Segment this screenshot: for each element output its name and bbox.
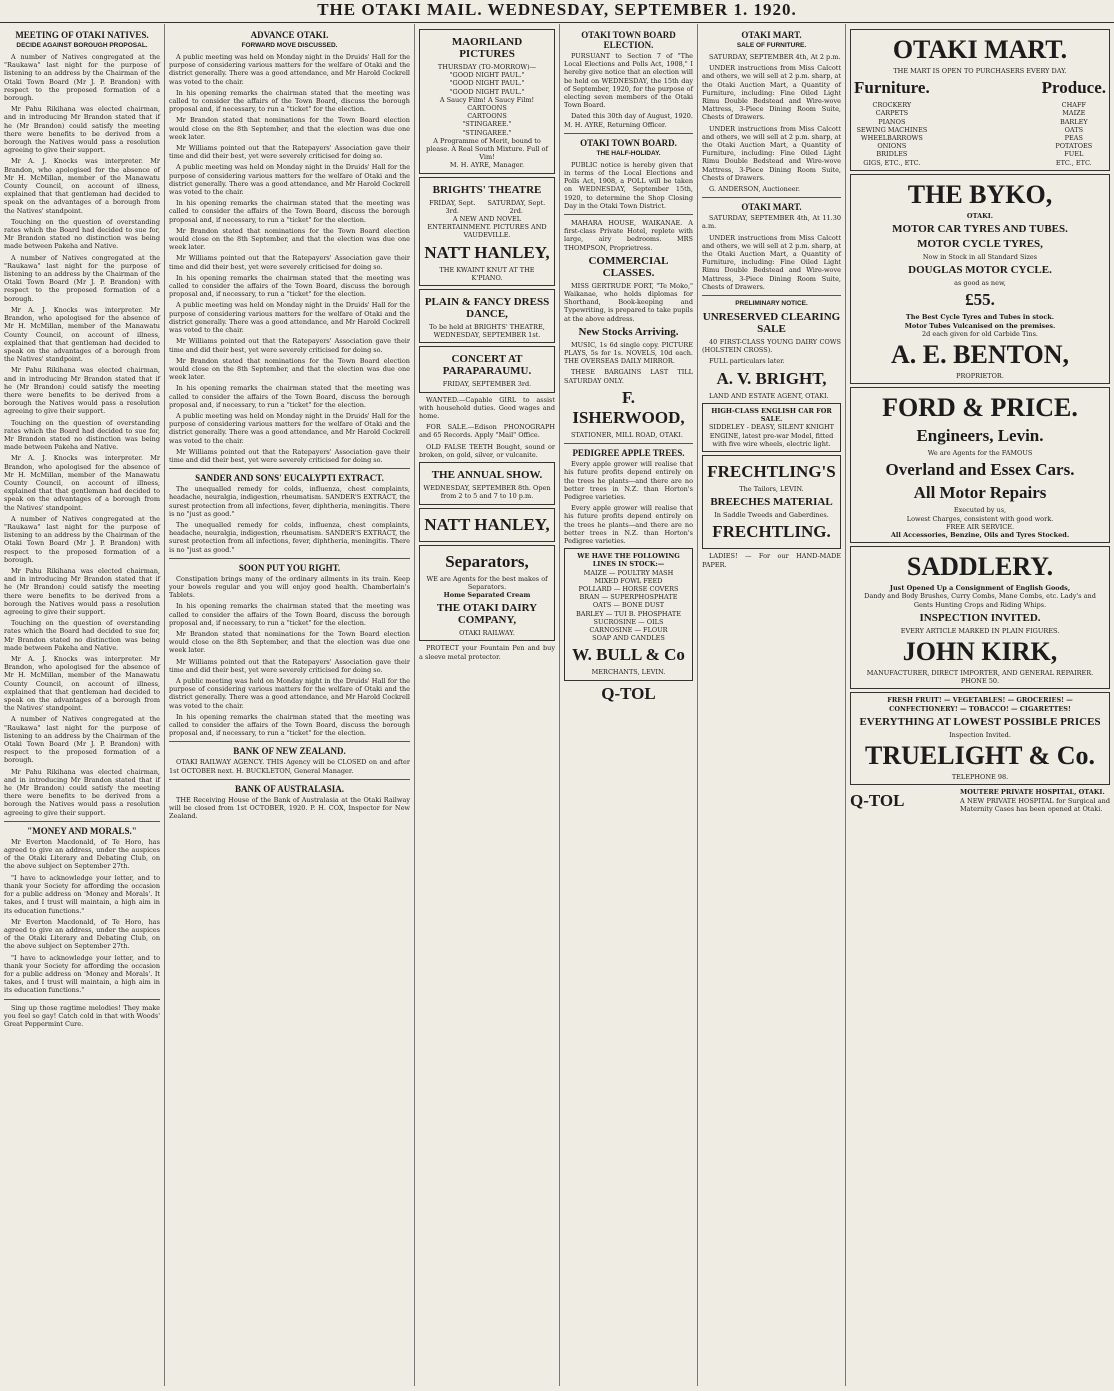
paragraph: THESE BARGAINS LAST TILL SATURDAY ONLY. — [564, 368, 693, 385]
ad-line: Motor Tubes Vulcanised on the premises. — [904, 321, 1056, 330]
ad-line: A NEW AND NOVEL ENTERTAINMENT. PICTURES AND VAUDEVILLE. — [427, 215, 547, 240]
ad-columns — [854, 75, 1106, 167]
paragraph: In his opening remarks the chairman stated that the meeting was called to consider the affairs of the Town Board, discuss the borough proposal and, if necessary, to run a "ticket" for the election. — [169, 602, 410, 627]
advert-separators — [419, 545, 555, 642]
list-item: MIXED FOWL FEED — [594, 576, 663, 585]
ad-line: MOUTERE PRIVATE HOSPITAL, OTAKI. — [960, 788, 1105, 797]
stock-list — [568, 569, 689, 643]
ad-big: A. E. BENTON, — [891, 340, 1069, 370]
ad-big: OTAKI MART. — [892, 35, 1068, 64]
ad-big: SADDLERY. — [906, 552, 1054, 582]
ad-title: THE OTAKI DAIRY COMPANY, — [436, 602, 538, 627]
ad-big: Q-TOL — [601, 683, 656, 703]
paragraph: A public meeting was held on Monday night in the Druids' Hall for the purpose of considering various matters for the welfare of Otaki and the district generally. There was a good attendance, and Mr Harold Cockrell was voted to the chair. — [169, 301, 410, 335]
ad-title: BREECHES MATERIAL — [710, 496, 833, 509]
advert-byko — [850, 174, 1110, 384]
list-item: POTATOES — [1055, 142, 1093, 151]
paragraph: SATURDAY, SEPTEMBER 4th, At 2 p.m. — [709, 53, 841, 61]
paragraph: "I have to acknowledge your letter, and to thank your Society for affording the occasion for a public address on 'Money and Morals'. It takes, and I trust will maintain, a high aim in its education functions." — [4, 953, 160, 995]
paragraph: THE Receiving House of the Bank of Australasia at the Otaki Railway will be closed from 1st OCTOBER, 1920. P. H. COX, Inspector for New Zealand. — [169, 795, 410, 821]
headline: MEETING OF OTAKI NATIVES. — [15, 30, 149, 40]
ad-big: NATT HANLEY, — [424, 514, 550, 534]
ad-big: £55. — [965, 290, 995, 310]
list-item: SUCROSINE — OILS — [593, 617, 664, 626]
ad-line: "GOOD NIGHT PAUL." — [449, 71, 525, 80]
ad-line: In Saddle Tweeds and Gaberdines. — [714, 511, 829, 520]
advert-hospital — [960, 788, 1110, 814]
ad-line: Dandy and Body Brushes, Curry Combs, Mane Combs, etc. Lady's and Gents Hunting Crops and Riding Whips. — [864, 592, 1096, 609]
ad-title: BRIGHTS' THEATRE — [432, 183, 542, 196]
headline: SOON PUT YOU RIGHT. — [238, 562, 341, 573]
subheadline: SALE OF FURNITURE. — [736, 42, 807, 49]
paragraph: The unequalled remedy for colds, influenza, chest complaints, headache, neuralgia, indigestion, rheumatism. SANDER'S EXTRACT, the surest protection from all infections, fever, diphtheria, meningitis. There is no "just as good." — [169, 485, 410, 518]
list-item: MAIZE — POULTRY MASH — [583, 568, 674, 577]
ad-line: M. H. AYRE, Manager. — [449, 161, 525, 170]
paragraph: In his opening remarks the chairman stated that the meeting was called to consider the affairs of the Town Board, discuss the borough proposal and, if necessary, to run a "ticket" for the election. — [169, 273, 410, 299]
ad-big: Separators, — [445, 551, 529, 571]
paragraph: Constipation brings many of the ordinary ailments in its train. Keep your bowels regular and you will enjoy good health. Chamberlain's Tablets. — [169, 574, 410, 600]
paragraph: LADIES! — For our HAND-MADE PAPER. — [702, 552, 841, 569]
paragraph: Mr A. J. Knocks was interpreter. Mr Brandon, who apologised for the absence of Mr H. McMillan, member of the Manawatu County Council, on account of illness, explained that that gentleman had decided to speak on the advantages of a borough from the Natives' standpoint. — [4, 305, 160, 364]
ad-line: HIGH-CLASS ENGLISH CAR FOR SALE. — [711, 406, 832, 424]
produce-block — [1042, 75, 1106, 167]
ad-line: PROPRIETOR. — [956, 372, 1004, 381]
paragraph: UNDER instructions from Miss Calcott and others, we will sell at 2 p.m. sharp, at the Otaki Auction Mart, a Quantity of Furniture, including: Fine Oiled Light Rimu Double Bedstead and Wire-wove Mattress, 3-Piece Dining Room Suite, Chests of Drawers. — [702, 64, 841, 122]
ad-big: TRUELIGHT & Co. — [865, 741, 1095, 771]
divider — [169, 558, 410, 559]
ad-line: A NEW PRIVATE HOSPITAL for Surgical and Maternity Cases has been opened at Otaki. — [960, 796, 1110, 813]
subheadline: FORWARD MOVE DISCUSSED. — [241, 42, 338, 49]
advert-saddlery — [850, 546, 1110, 689]
paragraph: A number of Natives congregated at the "Raukawa" last night for the purpose of listening to an address by the Chairman of the Otaki Town Board (Mr J. P. Brandon) with respect to the proposed formation of a borough. — [4, 514, 160, 564]
paragraph: A public meeting was held on Monday night in the Druids' Hall for the purpose of considering various matters for the welfare of Otaki and the district generally. There was a good attendance, and Mr Harold Cockrell was voted to the chair. — [169, 411, 410, 445]
ad-line: Inspection Invited. — [949, 730, 1011, 739]
paragraph: OTAKI RAILWAY AGENCY. THIS Agency will be CLOSED on and after 1st OCTOBER next. H. BUCKLETON, General Manager. — [169, 758, 410, 775]
ad-date: FRIDAY, Sept. 3rd. — [429, 198, 476, 215]
headline: BANK OF AUSTRALASIA. — [235, 783, 344, 794]
advert-brights — [419, 177, 555, 286]
paragraph: Mr Pahu Rikihana was elected chairman, and in introducing Mr Brandon stated that if he (Mr Brandon) could satisfy the meeting there were benefits to be derived from a borough the Natives would pass a resolution agreeing to give their support. — [4, 767, 160, 817]
ad-line: Home Separated Cream — [443, 590, 531, 599]
list-item: WHEELBARROWS — [860, 134, 923, 143]
ad-title: THE ANNUAL SHOW. — [431, 469, 543, 482]
paragraph: Sing up those ragtime melodies! They make you feel so gay! Catch cold in that with Woods' Great Peppermint Cure. — [4, 1003, 160, 1028]
ad-line: EVERY ARTICLE MARKED IN PLAIN FIGURES. — [900, 626, 1060, 635]
subheadline: THE HALF-HOLIDAY. — [596, 149, 661, 157]
ad-line: The Tailors, LEVIN. — [739, 484, 804, 493]
paragraph: UNDER instructions from Miss Calcott and others, we will sell at 2 p.m. sharp, at the Otaki Auction Mart, a Quantity of Furniture, including: Fine Oiled Light Rimu Double Bedstead and Wire-wove Mattress, 3-Piece Dining Room Suite, Chests of Drawers. — [702, 124, 841, 182]
ad-big: FRECHTLING. — [712, 522, 831, 542]
ad-line: CARTOONS — [467, 104, 507, 113]
paragraph: PUBLIC notice is hereby given that in terms of the Local Elections and Polls Act, 1908, a POLL will be taken on WEDNESDAY, September 15th, 1920, to determine the Shop Closing Day in the Otaki Town District. — [564, 160, 693, 210]
paragraph: A public meeting was held on Monday night in the Druids' Hall for the purpose of considering various matters for the welfare of Otaki and the district generally. There was a good attendance, and Mr Harold Cockrell was voted to the chair. — [169, 53, 410, 86]
ad-line: SIDDELEY - DEASY, SILENT KNIGHT ENGINE, latest pre-war Model, fitted with five wire wheels, electric light. — [708, 423, 835, 448]
column-5 — [698, 24, 846, 1386]
divider — [702, 295, 841, 296]
ad-line: MANUFACTURER, DIRECT IMPORTER, AND GENERAL REPAIRER. PHONE 50. — [866, 669, 1094, 686]
advert-concert — [419, 346, 555, 392]
paragraph: PURSUANT to Section 7 of "The Local Elections and Polls Act, 1908," I hereby give notice that an election will be held on WEDNESDAY, the 15th day of September, 1920, for the purpose of electing seven members of the Otaki Town Board. — [564, 52, 693, 110]
list-item: SEWING MACHINES — [856, 125, 928, 134]
paragraph: Mr Everton Macdonald, of Te Horo, has agreed to give an address, under the auspices of the Otaki Literary and Debating Club, on the above subject on September 27th. — [4, 917, 160, 951]
headline: OTAKI TOWN BOARD. — [580, 137, 677, 148]
ad-line: CARTOONS — [467, 112, 507, 121]
paragraph: A public meeting was held on Monday night in the Druids' Hall for the purpose of considering various matters for the welfare of Otaki and the district generally. There was a good attendance, and Mr Harold Cockrell was voted to the chair. — [169, 163, 410, 197]
ad-big: FRECHTLING'S — [707, 461, 836, 481]
advert-truelight — [850, 692, 1110, 785]
paragraph: Mr Williams pointed out that the Ratepayers' Association gave their time and did their best, yet were severely criticised for doing so. — [169, 447, 410, 464]
list-item: ONIONS — [877, 142, 907, 151]
paragraph: MUSIC, 1s 6d single copy. PICTURE PLAYS, 5s for 1s. NOVELS, 10d each. THE OVERSEAS DAILY MIRROR. — [564, 340, 693, 366]
paragraph: Touching on the question of overstanding rates which the Board had decided to sue for, Mr Brandon stated no distinction was being made between Pakeha and Native. — [4, 418, 160, 452]
list-item: BRIDLES — [876, 150, 908, 159]
ad-line: A Programme of Merit, bound to please. A Real South Mixture. Full of Vim! — [426, 136, 548, 162]
headline: BANK OF NEW ZEALAND. — [233, 746, 346, 757]
ad-line: To be held at BRIGHTS' THEATRE, WEDNESDAY, SEPTEMBER 1st. — [429, 323, 545, 340]
paragraph: Mr Pahu Rikihana was elected chairman, and in introducing Mr Brandon stated that if he (Mr Brandon) could satisfy the meeting there were benefits to be derived from a borough the Natives would pass a resolution agreeing to give their support. — [4, 105, 160, 155]
advert-maoriland — [419, 29, 555, 174]
advert-ford-price — [850, 387, 1110, 543]
advert-dance — [419, 289, 555, 343]
divider — [4, 999, 160, 1000]
column-4 — [560, 24, 698, 1386]
classified: PROTECT your Fountain Pen and buy a sleeve metal protector. — [419, 644, 555, 661]
ad-line: We are Agents for the FAMOUS — [927, 449, 1033, 458]
divider — [564, 443, 693, 444]
ad-line: 2d each given for old Carbide Tins. — [922, 329, 1038, 338]
list-item: CARNOSINE — FLOUR — [589, 625, 668, 634]
ad-big: NATT HANLEY, — [424, 242, 550, 262]
headline: OTAKI MART. — [741, 30, 802, 40]
ad-big: Engineers, Levin. — [916, 426, 1044, 446]
paragraph: Mr A. J. Knocks was interpreter. Mr Brandon, who apologised for the absence of Mr H. McMillan, member of the Manawatu County Council, on account of illness, explained that that gentleman had decided to speak on the advantages of a borough from the Natives' standpoint. — [4, 655, 160, 713]
footer-ads — [850, 788, 1110, 814]
paragraph: Mr Williams pointed out that the Ratepayers' Association gave their time and did their best, yet were severely criticised for doing so. — [169, 657, 410, 674]
ad-big: Q-TOL — [850, 791, 905, 811]
advert-car — [702, 403, 841, 452]
paragraph: MAHARA HOUSE, WAIKANAE. A first-class Private Hotel, replete with large, airy bedrooms. MRS THOMPSON, Proprietress. — [564, 219, 693, 252]
ad-title: MAORILAND PICTURES — [451, 36, 523, 60]
paragraph: Mr Pahu Rikihana was elected chairman, and in introducing Mr Brandon stated that if he (Mr Brandon) could satisfy the meeting there were benefits to be derived from a borough the Natives would pass a resolution agreeing to give their support. — [4, 366, 160, 416]
divider — [169, 741, 410, 742]
advert-show — [419, 462, 555, 504]
divider — [702, 197, 841, 198]
ad-line: Just Opened Up a Consignment of English Goods, — [889, 584, 1071, 593]
divider — [564, 214, 693, 215]
ad-line: WEDNESDAY, SEPTEMBER 8th. Open from 2 to 5 and 7 to 10 p.m. — [423, 484, 551, 501]
paragraph: In his opening remarks the chairman stated that the meeting was called to consider the affairs of the Town Board, discuss the borough proposal and, if necessary, to run a "ticket" for the election. — [169, 88, 410, 114]
ad-dates — [423, 199, 551, 215]
paragraph: The unequalled remedy for colds, influenza, chest complaints, headache, neuralgia, indigestion, rheumatism. SANDER'S EXTRACT, the surest protection from all infections, fever, diphtheria, meningitis. There is no "just as good." — [169, 520, 410, 554]
headline: PEDIGREE APPLE TREES. — [572, 448, 685, 459]
subheadline: DECIDE AGAINST BOROUGH PROPOSAL. — [16, 42, 148, 49]
paragraph: Mr Brandon stated that nominations for the Town Board election would close on the 8th September, and that the election was due one week later. — [169, 629, 410, 655]
ad-line: FRESH FRUIT! — VEGETABLES! — GROCERIES! — CONFECTIONERY! — TOBACCO! — CIGARETTES! — [887, 696, 1073, 713]
column-3 — [415, 24, 560, 1386]
headline: OTAKI MART. — [741, 202, 802, 213]
classified: FOR SALE.—Edison PHONOGRAPH and 65 Records. Apply "Mail" Office. — [419, 423, 555, 440]
ad-line: Lowest Charges, consistent with good work. — [906, 514, 1054, 523]
paragraph: Mr Williams pointed out that the Ratepayers' Association gave their time and did their best, yet were severely criticised for doing so. — [169, 144, 410, 161]
paragraph: Mr Pahu Rikihana was elected chairman, and in introducing Mr Brandon stated that if he (Mr Brandon) could satisfy the meeting there were benefits to be derived from a borough the Natives would pass a resolution agreeing to give their support. — [4, 566, 160, 616]
list-item: PEAS — [1064, 134, 1083, 143]
ad-title: MOTOR CYCLE TYRES, — [917, 238, 1043, 251]
paragraph: Mr Williams pointed out that the Ratepayers' Association gave their time and did their best, yet were severely criticised for doing so. — [169, 337, 410, 354]
ad-title: INSPECTION INVITED. — [919, 611, 1041, 624]
paragraph: A public meeting was held on Monday night in the Druids' Hall for the purpose of considering various matters for the welfare of Otaki and the district generally. There was a good attendance, and Mr Harold Cockrell was voted to the chair. — [169, 677, 410, 710]
paragraph: LAND AND ESTATE AGENT, OTAKI. — [709, 391, 829, 400]
list-item: MAIZE — [1062, 109, 1086, 118]
paragraph: Mr Brandon stated that nominations for the Town Board election would close on the 8th September, and that the election was due one week later. — [169, 226, 410, 252]
classified: OLD FALSE TEETH Bought, sound or broken, on gold, silver, or vulcanite. — [419, 442, 555, 459]
ad-big: THE BYKO, — [907, 179, 1053, 209]
list-item: FUEL — [1064, 150, 1084, 159]
ad-big: FORD & PRICE. — [882, 393, 1078, 423]
paragraph: In his opening remarks the chairman stated that the meeting was called to consider the affairs of the Town Board, discuss the borough proposal and, if necessary, to run a "ticket" for the election. — [169, 199, 410, 224]
ad-big: Overland and Essex Cars. — [885, 460, 1075, 480]
ad-title: UNRESERVED CLEARING SALE — [702, 311, 841, 336]
ad-line: All Accessories, Benzine, Oils and Tyres Stocked. — [890, 531, 1070, 540]
divider — [564, 133, 693, 134]
ad-line: The Best Cycle Tyres and Tubes in stock. — [905, 313, 1055, 322]
ad-title: MOTOR CAR TYRES AND TUBES. — [892, 223, 1068, 236]
list-item: ETC., ETC. — [1055, 158, 1092, 167]
paragraph: FULL particulars later. — [709, 357, 785, 366]
paragraph: Every apple grower will realise that his future profits depend entirely on the trees he plants—and there are no better trees in N.Z. than Horton's Pedigree varieties. — [564, 460, 693, 501]
paragraph: MISS GERTRUDE FORT, "Te Moko," Waikanae, who holds diplomas for Shorthand, Book-keeping and Typewriting, is prepared to take pupils at the above address. — [564, 281, 693, 323]
ad-line: Now in Stock in all Standard Sizes — [922, 253, 1038, 262]
produce-list — [1042, 101, 1106, 167]
divider — [4, 821, 160, 822]
ad-line: WE are Agents for the best makes of Separators. — [426, 574, 548, 591]
paragraph: Dated this 30th day of August, 1920. M. H. AYRE, Returning Officer. — [564, 112, 693, 129]
ad-line: "STINGAREE." — [462, 128, 512, 137]
furniture-list — [854, 101, 930, 167]
list-item: POLLARD — HORSE COVERS — [578, 584, 679, 593]
paragraph: Mr Williams pointed out that the Ratepayers' Association gave their time and did their best, yet were severely criticised for doing so. — [169, 254, 410, 271]
list-item: SOAP AND CANDLES — [592, 634, 665, 643]
headline: "MONEY AND MORALS." — [27, 825, 137, 836]
ad-title: DOUGLAS MOTOR CYCLE. — [908, 264, 1052, 277]
advert-hanley — [419, 508, 555, 542]
ad-line: as good as new, — [954, 279, 1006, 288]
ad-line: "GOOD NIGHT PAUL." — [449, 87, 525, 96]
ad-line: THE MART IS OPEN TO PURCHASERS EVERY DAY. — [893, 67, 1067, 75]
ad-title: New Stocks Arriving. — [578, 325, 679, 338]
headline: ADVANCE OTAKI. — [250, 30, 329, 40]
paragraph: A number of Natives congregated at the "Raukawa" last night for the purpose of listening to an address by the Chairman of the Otaki Town Board (Mr J. P. Brandon) with respect to the proposed formation of a borough. — [4, 253, 160, 303]
ad-title: PLAIN & FANCY DRESS DANCE, — [424, 296, 550, 321]
ad-line: FRIDAY, SEPTEMBER 3rd. — [442, 380, 532, 389]
column-2 — [165, 24, 415, 1386]
headline: OTAKI TOWN BOARD ELECTION. — [581, 30, 676, 50]
paragraph: SATURDAY, SEPTEMBER 4th, At 11.30 a.m. — [702, 214, 841, 231]
paragraph: UNDER instructions from Miss Calcott and others, we will sell at 2 p.m. sharp, at the Otaki Auction Mart, a Quantity of Furniture, including: Fine Oiled Light Rimu Double Bedstead and Wire-wove Mattress, 3-Piece Dining Room Suite, Chests of Drawers. — [702, 233, 841, 291]
subheadline: PRELIMINARY NOTICE. — [735, 300, 808, 308]
paragraph: "I have to acknowledge your letter, and to thank your Society for affording the occasion for a public address on 'Money and Morals'. It takes, and I trust will maintain, a high aim in its education functions." — [4, 873, 160, 915]
ad-big: JOHN KIRK, — [902, 637, 1058, 667]
ad-big: A. V. BRIGHT, — [716, 368, 827, 388]
column-6 — [846, 24, 1114, 1386]
classified: WANTED.—Capable GIRL to assist with household duties. Good wages and home. — [419, 395, 555, 421]
advert-otaki-mart — [850, 29, 1110, 171]
ad-big: F. ISHERWOOD, — [572, 387, 685, 427]
paragraph: Touching on the question of overstanding rates which the Board had decided to sue for, Mr Brandon stated no distinction was being made between Pakeha and Native. — [4, 217, 160, 251]
furniture-block — [854, 75, 930, 167]
list-item: BRAN — SUPERPHOSPHATE — [579, 593, 678, 602]
paragraph: In his opening remarks the chairman stated that the meeting was called to consider the affairs of the Town Board, discuss the borough proposal and, if necessary, to run a "ticket" for the election. — [169, 712, 410, 738]
paragraph: G. ANDERSON, Auctioneer. — [709, 185, 800, 194]
paragraph: Mr Brandon stated that nominations for the Town Board election would close on the 8th September, and that the election was due one week later. — [169, 356, 410, 382]
list-item: CARPETS — [875, 109, 909, 118]
paragraph: Every apple grower will realise that his future profits depend entirely on the trees he plants—and there are no better trees in N.Z. than Horton's Pedigree varieties. — [564, 504, 693, 545]
divider — [169, 779, 410, 780]
ad-title: CONCERT AT PARAPARAUMU. — [442, 353, 532, 378]
ad-line: FREE AIR SERVICE. — [945, 522, 1015, 531]
list-item: OATS — [1064, 125, 1084, 134]
paragraph: Mr Brandon stated that nominations for the Town Board election would close on the 8th September, and that the election was due one week later. — [169, 116, 410, 141]
ad-date: SATURDAY, Sept. 2rd. — [487, 198, 546, 215]
list-item: OATS — BONE DUST — [592, 601, 665, 610]
ad-big: All Motor Repairs — [913, 483, 1047, 503]
list-item: CROCKERY — [872, 101, 912, 110]
paragraph: A number of Natives congregated at the "Raukawa" last night for the purpose of listening to an address by the Chairman of the Otaki Town Board (Mr J. P. Brandon) with respect to the proposed formation of a borough. — [4, 53, 160, 103]
ad-line: "GOOD NIGHT PAUL." — [449, 79, 525, 88]
divider — [169, 468, 410, 469]
ad-big: Produce. — [1041, 78, 1106, 98]
column-1 — [0, 24, 165, 1386]
ad-title: COMMERCIAL CLASSES. — [588, 254, 669, 279]
ad-line: "STINGAREE." — [462, 120, 512, 129]
list-item: BARLEY — TUI B. PHOSPHATE — [576, 609, 681, 618]
paragraph: In his opening remarks the chairman stated that the meeting was called to consider the affairs of the Town Board, discuss the borough proposal and, if necessary, to run a "ticket" for the election. — [169, 384, 410, 409]
ad-line: THURSDAY (TO-MORROW)— — [437, 63, 537, 71]
headline: SANDER AND SONS' EUCALYPTI EXTRACT. — [195, 473, 384, 484]
ad-line: Executed by us, — [953, 506, 1007, 515]
ad-line: MERCHANTS, LEVIN. — [591, 668, 666, 677]
paragraph: Mr A. J. Knocks was interpreter. Mr Brandon, who apologised for the absence of Mr H. McMillan, member of the Manawatu County Council, on account of illness, explained that that gentleman had decided to speak on the advantages of a borough from the Natives' standpoint. — [4, 157, 160, 215]
ad-line: OTAKI. — [966, 211, 994, 220]
paragraph: Mr A. J. Knocks was interpreter. Mr Brandon, who apologised for the absence of Mr H. McMillan, member of the Manawatu County Council, on account of illness, explained that that gentleman had decided to speak on the advantages of a borough from the Natives' standpoint. — [4, 454, 160, 512]
advert-stock — [564, 548, 693, 680]
masthead: THE OTAKI MAIL. WEDNESDAY, SEPTEMBER 1. 1920. — [0, 0, 1114, 23]
advert-frechtling — [702, 455, 841, 549]
list-item: PIANOS — [878, 117, 906, 126]
paragraph: 40 FIRST-CLASS YOUNG DAIRY COWS (HOLSTEIN CROSS). — [702, 338, 841, 355]
ad-big: Furniture. — [854, 78, 930, 98]
paragraph: Touching on the question of overstanding rates which the Board had decided to sue for, Mr Brandon stated no distinction was being made between Pakeha and Native. — [4, 619, 160, 652]
list-item: BARLEY — [1059, 117, 1088, 126]
ad-line: OTAKI RAILWAY. — [459, 629, 515, 638]
paragraph: Mr Everton Macdonald, of Te Horo, has agreed to give an address, under the auspices of the Otaki Literary and Debating Club, on the above subject on September 27th. — [4, 837, 160, 871]
list-item: GIGS, ETC., ETC. — [863, 158, 921, 167]
ad-line: THE KWAINT KNUT AT THE K'PIANO. — [439, 265, 535, 282]
ad-line: A Saucy Film! A Saucy Film! — [439, 95, 535, 104]
paragraph: STATIONER, MILL ROAD, OTAKI. — [571, 430, 683, 439]
list-item: CHAFF — [1061, 101, 1086, 110]
ad-line: WE HAVE THE FOLLOWING LINES IN STOCK:— — [577, 552, 680, 569]
paragraph: A number of Natives congregated at the "Raukawa" last night for the purpose of listening to an address by the Chairman of the Otaki Town Board (Mr J. P. Brandon) with respect to the proposed formation of a borough. — [4, 715, 160, 765]
ad-line: TELEPHONE 98. — [951, 773, 1009, 782]
ad-big: W. BULL & Co — [572, 645, 685, 665]
ad-title: EVERYTHING AT LOWEST POSSIBLE PRICES — [859, 715, 1101, 728]
